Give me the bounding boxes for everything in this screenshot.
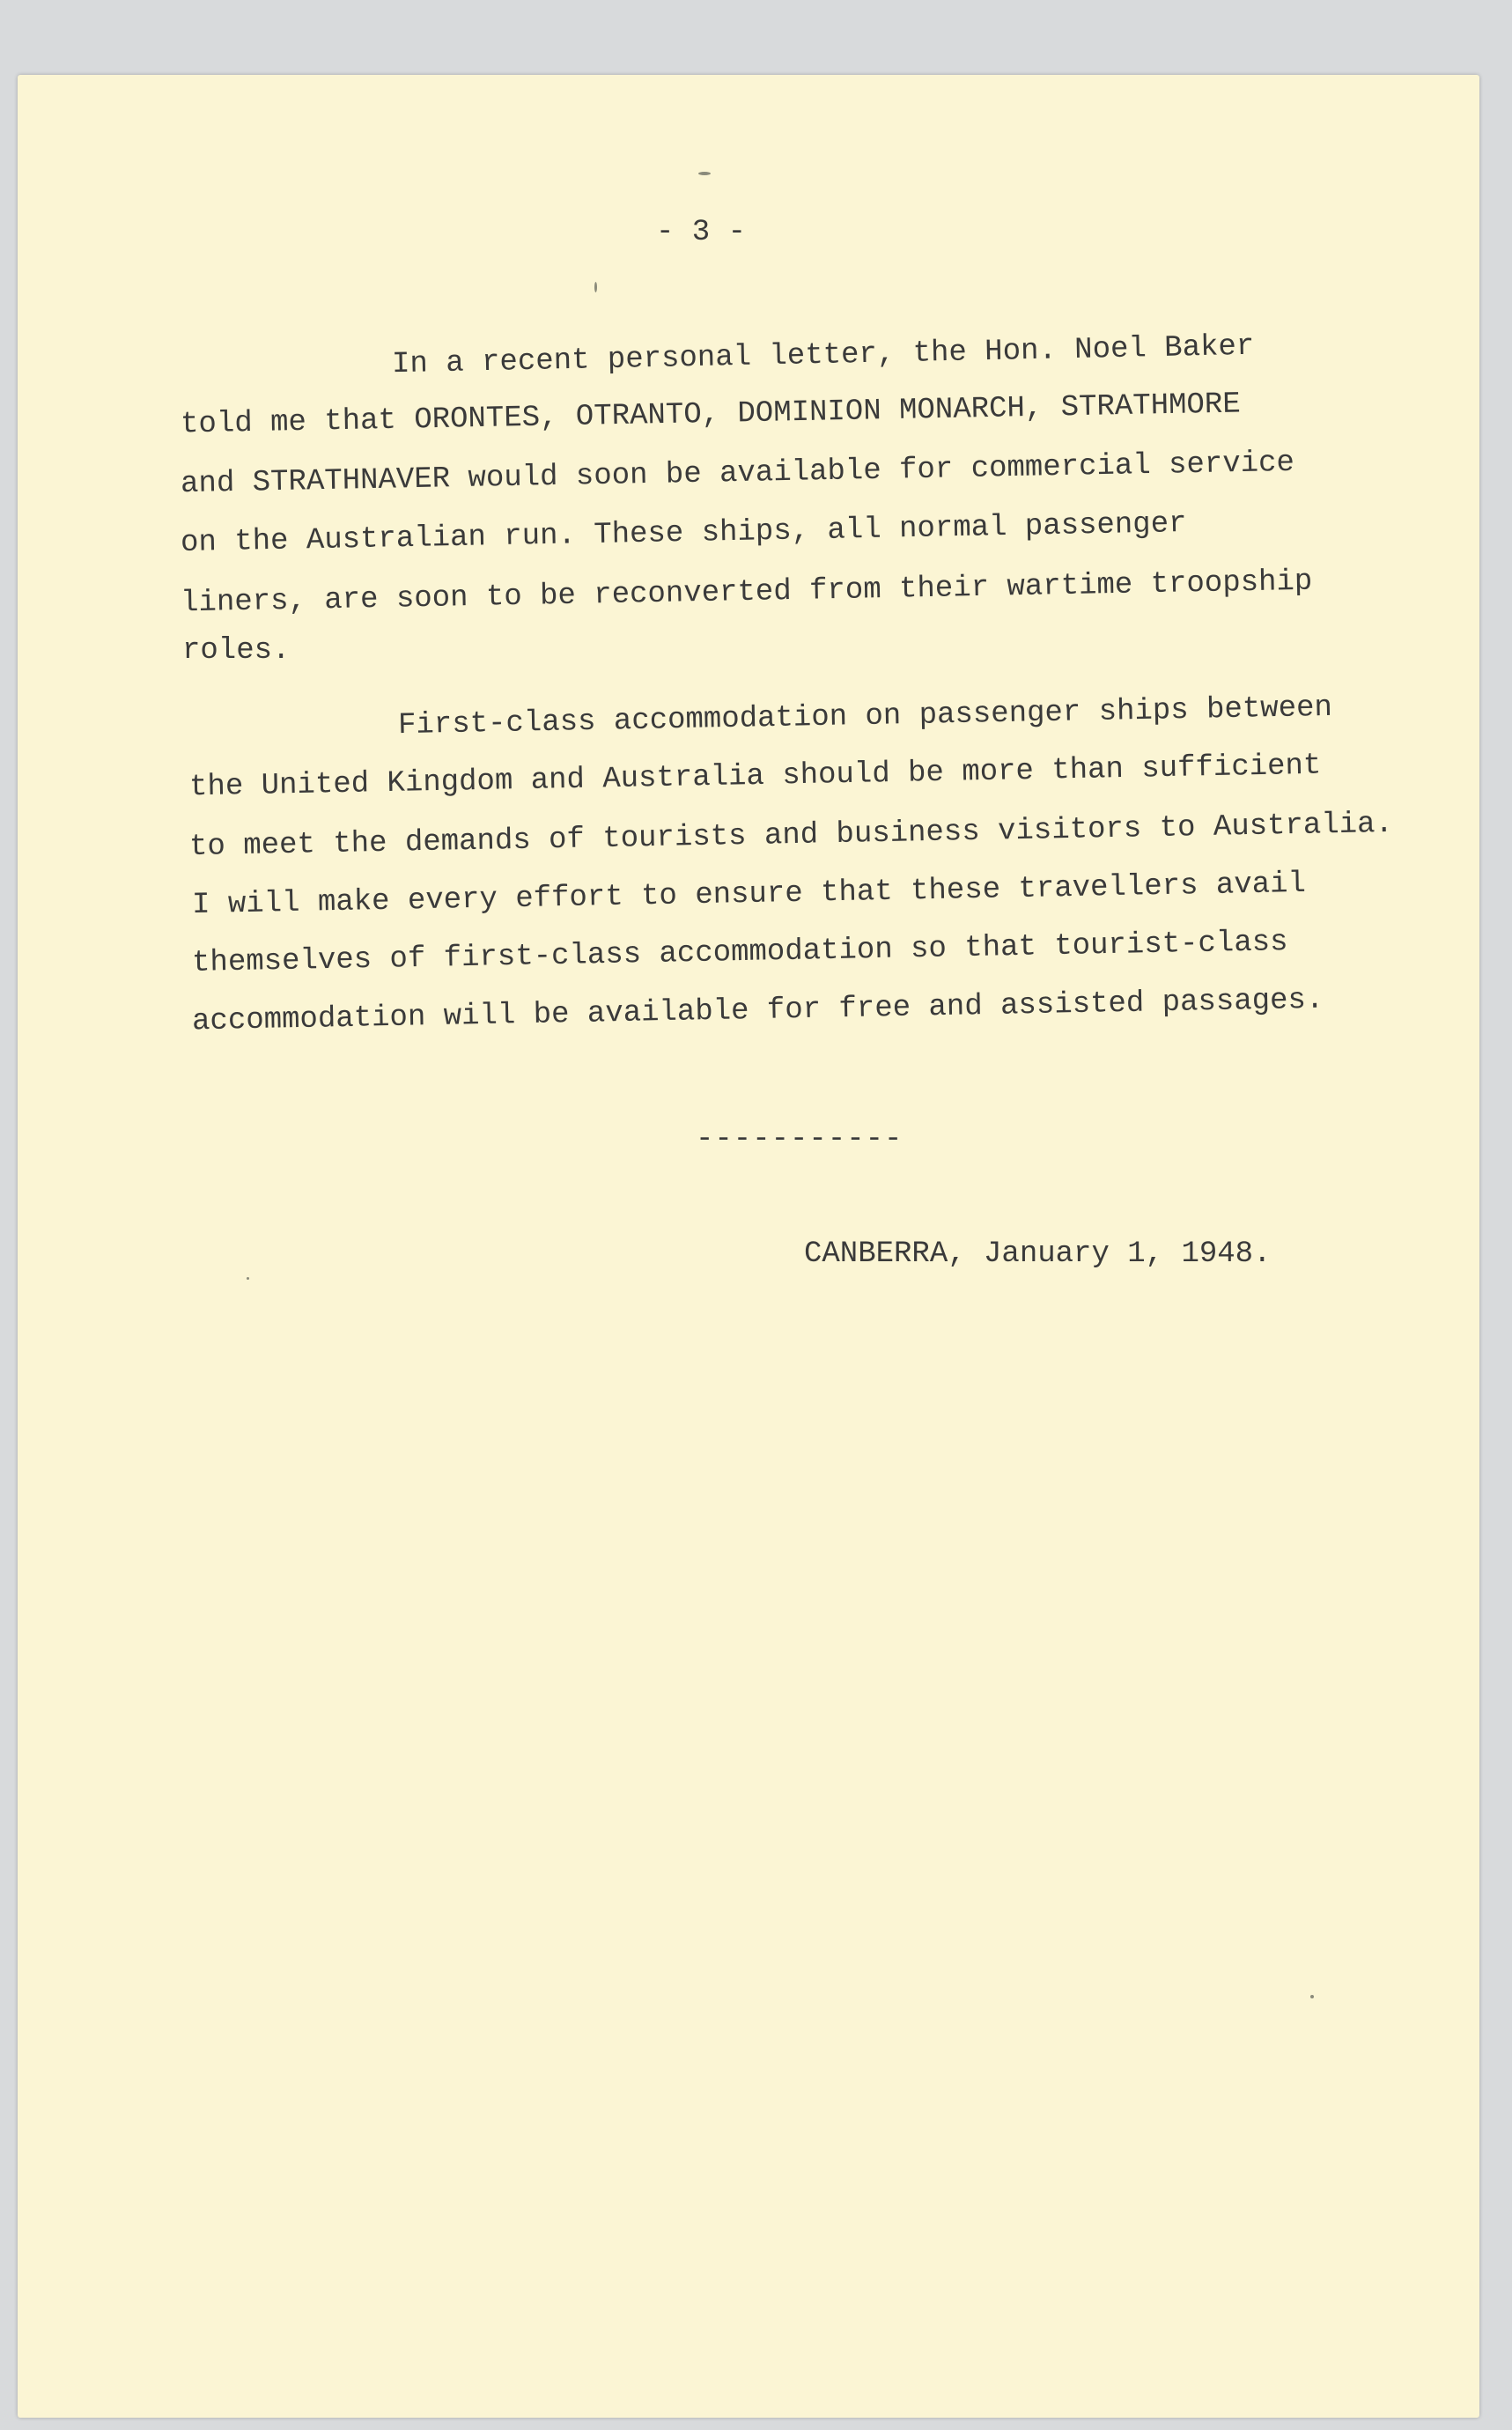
paragraph-2-line-1: First-class accommodation on passenger ships between (397, 691, 1333, 743)
paragraph-1-line-3: and STRATHNAVER would soon be available for commercial service (180, 446, 1295, 502)
section-separator: ----------- (696, 1123, 904, 1156)
paragraph-2-line-5: themselves of first-class accommodation so that tourist-class (191, 926, 1288, 980)
paragraph-2-line-2: the United Kingdom and Australia should be more than sufficient (188, 749, 1322, 805)
paragraph-1-line-2: told me that ORONTES, OTRANTO, DOMINION MONARCH, STRATHMORE (180, 388, 1242, 442)
paper-speck (247, 1277, 249, 1280)
document-page (18, 75, 1479, 2418)
page-number: - 3 - (656, 216, 747, 249)
paper-speck (698, 172, 711, 175)
paragraph-1-line-4: on the Australian run. These ships, all normal passenger (180, 507, 1187, 560)
paper-speck (1310, 1995, 1314, 1998)
paragraph-2-line-3: to meet the demands of tourists and business visitors to Australia. (188, 807, 1394, 865)
paragraph-1-line-5: liners, are soon to be reconverted from their wartime troopship (180, 565, 1313, 621)
paragraph-1-line-6: roles. (182, 634, 291, 668)
paragraph-1-line-1: In a recent personal letter, the Hon. Noel Baker (391, 329, 1255, 382)
paragraph-2-line-4: I will make every effort to ensure that these travellers avail (191, 867, 1307, 923)
paper-speck (594, 282, 597, 292)
dateline: CANBERRA, January 1, 1948. (804, 1237, 1272, 1271)
paragraph-2-line-6: accommodation will be available for free and assisted passages. (191, 983, 1324, 1039)
